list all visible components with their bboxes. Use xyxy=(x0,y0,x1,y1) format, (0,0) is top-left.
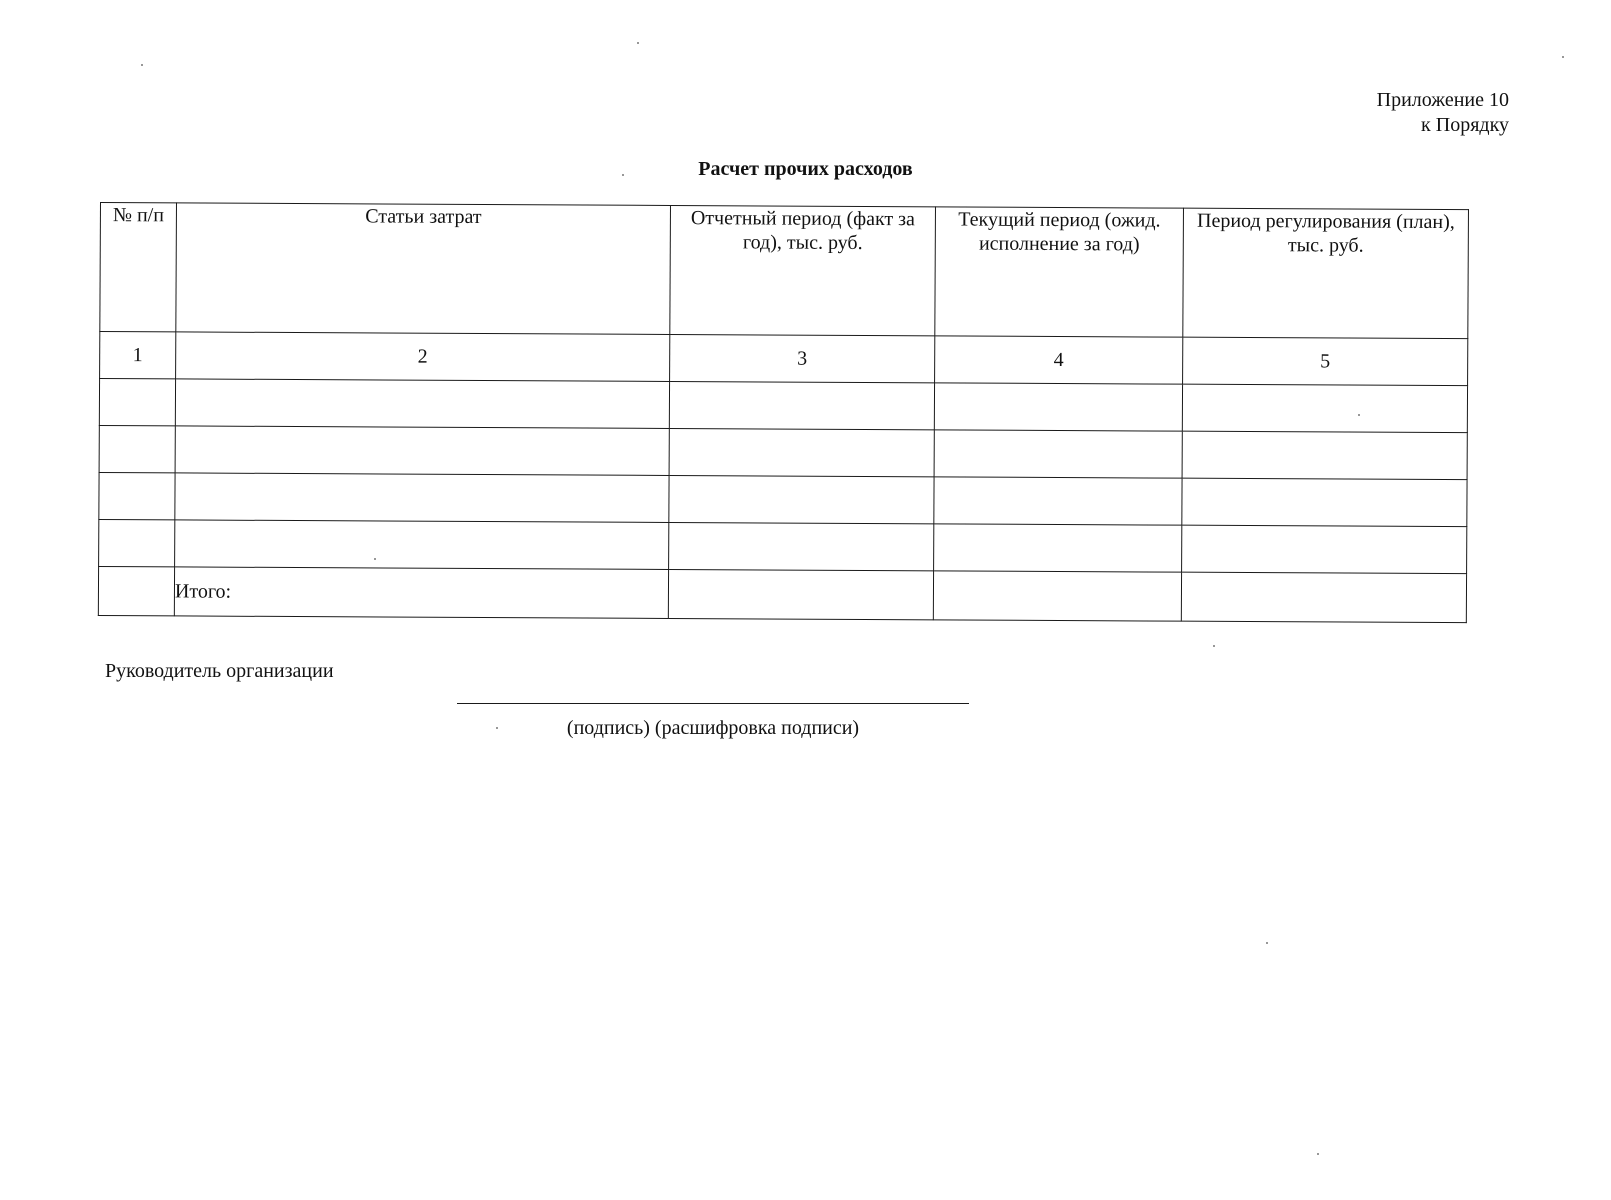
expenses-table xyxy=(98,202,1469,623)
empty-cell xyxy=(1182,431,1467,479)
column-number-5: 5 xyxy=(1183,337,1468,385)
document-title: Расчет прочих расходов xyxy=(698,158,913,180)
appendix-note xyxy=(1377,88,1509,138)
scan-speck xyxy=(622,174,624,176)
empty-cell xyxy=(669,475,934,523)
header-current-period: Текущий период (ожид. исполнение за год) xyxy=(935,207,1184,337)
column-number-row xyxy=(100,332,1468,386)
header-number: № п/п xyxy=(100,203,177,332)
empty-cell xyxy=(669,381,934,429)
scan-speck xyxy=(141,64,143,66)
scan-speck xyxy=(1213,645,1215,647)
organization-head-label: Руководитель организации xyxy=(105,660,334,682)
total-label: Итого: xyxy=(174,567,668,619)
empty-cell xyxy=(669,428,934,476)
empty-cell xyxy=(1182,478,1467,526)
empty-cell xyxy=(99,519,175,566)
empty-cell xyxy=(175,473,669,523)
empty-cell xyxy=(175,520,669,570)
total-current-cell xyxy=(933,571,1181,621)
scan-speck xyxy=(1317,1153,1319,1155)
scan-speck xyxy=(374,558,376,560)
column-number-1: 1 xyxy=(100,332,176,379)
table-row xyxy=(99,379,1467,433)
empty-cell xyxy=(934,430,1182,478)
empty-cell xyxy=(98,566,174,615)
empty-cell xyxy=(1182,384,1467,432)
empty-cell xyxy=(99,472,175,519)
signature-line xyxy=(457,703,969,704)
column-number-3: 3 xyxy=(670,334,935,382)
header-row xyxy=(100,203,1469,339)
empty-cell xyxy=(934,524,1182,572)
empty-cell xyxy=(669,522,934,570)
empty-cell xyxy=(175,426,669,476)
empty-cell xyxy=(934,477,1182,525)
scan-speck xyxy=(496,727,498,729)
table-row xyxy=(99,472,1467,526)
column-number-2: 2 xyxy=(176,332,670,382)
signature-caption: (подпись) (расшифровка подписи) xyxy=(566,717,860,739)
empty-cell xyxy=(175,379,669,429)
scan-speck xyxy=(637,42,639,44)
table-row xyxy=(99,425,1467,479)
appendix-reference: к Порядку xyxy=(1421,114,1509,136)
scan-speck xyxy=(1562,56,1564,58)
column-number-4: 4 xyxy=(935,336,1183,384)
scan-speck xyxy=(1358,414,1360,416)
total-row xyxy=(98,566,1466,622)
empty-cell xyxy=(99,425,175,472)
total-reporting-cell xyxy=(668,569,933,619)
scan-speck xyxy=(1266,942,1268,944)
empty-cell xyxy=(1182,525,1467,573)
header-regulation-period: Период регулирования (план), тыс. руб. xyxy=(1183,208,1469,338)
appendix-number: Приложение 10 xyxy=(1376,89,1509,111)
empty-cell xyxy=(934,383,1182,431)
header-reporting-period: Отчетный период (факт за год), тыс. руб. xyxy=(670,205,936,335)
table-row xyxy=(99,519,1467,573)
empty-cell xyxy=(99,379,175,426)
header-cost-items: Статьи затрат xyxy=(176,203,671,335)
total-regulation-cell xyxy=(1181,572,1466,622)
